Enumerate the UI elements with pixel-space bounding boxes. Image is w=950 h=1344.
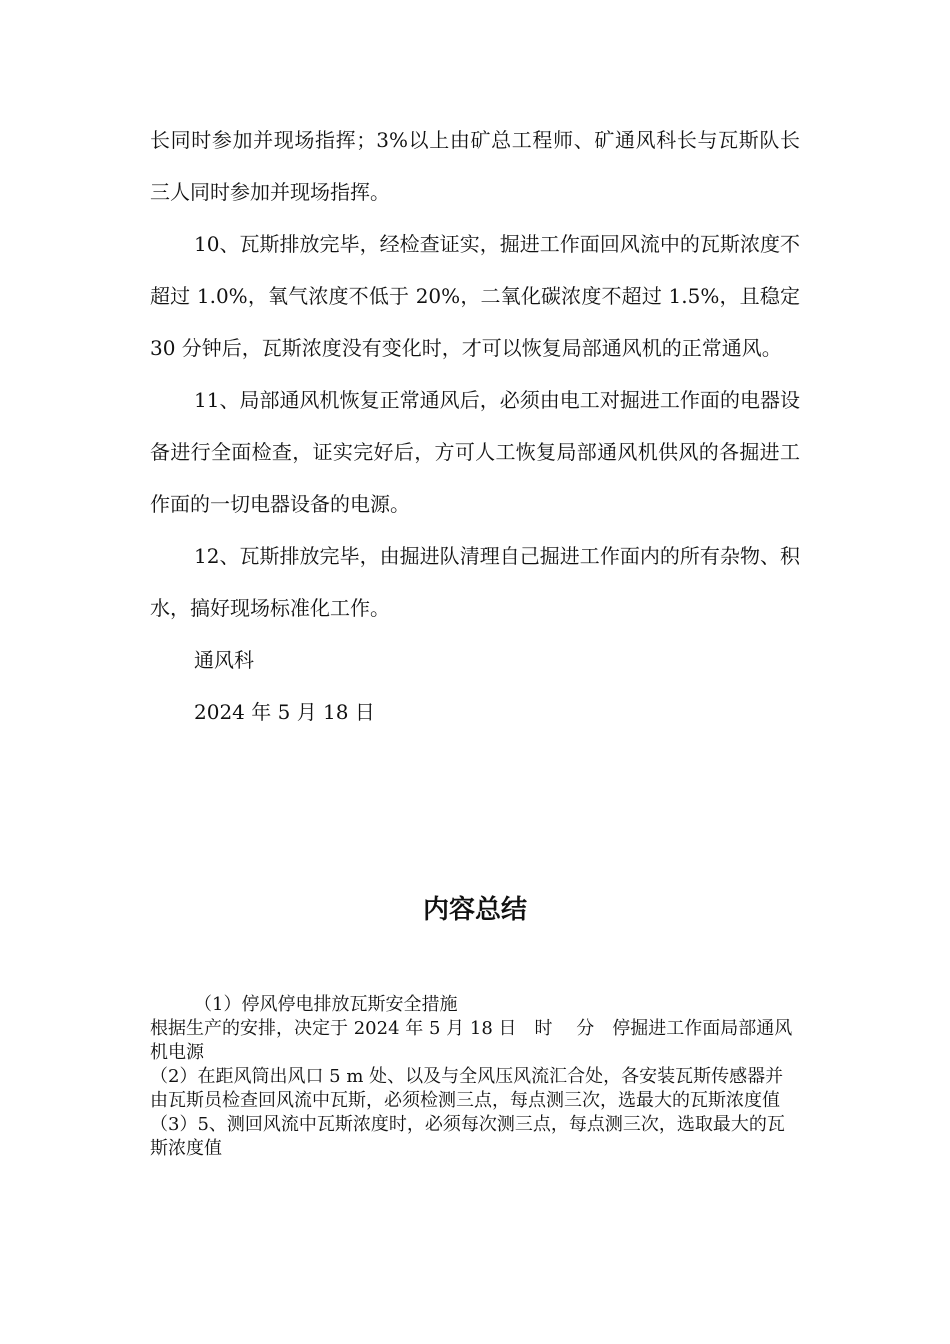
summary-section — [150, 993, 800, 1161]
main-body — [150, 114, 800, 738]
signature-department: 通风科 — [194, 648, 254, 672]
summary-item-2-text: （2）在距风筒出风口 5 m 处、以及与全风压风流汇合处，各安装瓦斯传感器并由瓦斯员检查回风流中瓦斯，必须检测三点，每点测三次，选最大的瓦斯浓度值 — [150, 1066, 784, 1111]
paragraph-continued: 长同时参加并现场指挥；3%以上由矿总工程师、矿通风科长与瓦斯队长三人同时参加并现场指挥。 — [150, 128, 800, 204]
paragraph-11: 11、局部通风机恢复正常通风后，必须由电工对掘进工作面的电器设备进行全面检查，证实完好后，方可人工恢复局部通风机供风的各掘进工作面的一切电器设备的电源。 — [150, 388, 800, 516]
summary-item-3-text: （3）5、测回风流中瓦斯浓度时，必须每次测三点，每点测三次，选取最大的瓦斯浓度值 — [150, 1114, 785, 1159]
signature-date: 2024 年 5 月 18 日 — [194, 700, 375, 724]
paragraph-12: 12、瓦斯排放完毕，由掘进队清理自己掘进工作面内的所有杂物、积水，搞好现场标准化工作。 — [150, 544, 800, 620]
summary-item-1-heading: （1）停风停电排放瓦斯安全措施 — [194, 994, 458, 1015]
summary-title: 内容总结 — [422, 895, 527, 925]
paragraph-10: 10、瓦斯排放完毕，经检查证实，掘进工作面回风流中的瓦斯浓度不超过 1.0%，氧气浓度不低于 20%，二氧化碳浓度不超过 1.5%，且稳定 30 分钟后，瓦斯浓度没有变化时，才可以恢复局部通风机的正常通风。 — [150, 232, 800, 360]
summary-item-1-text: 根据生产的安排，决定于 2024 年 5 月 18 日 时 分 停掘进工作面局部通风机电源 — [150, 1018, 793, 1063]
